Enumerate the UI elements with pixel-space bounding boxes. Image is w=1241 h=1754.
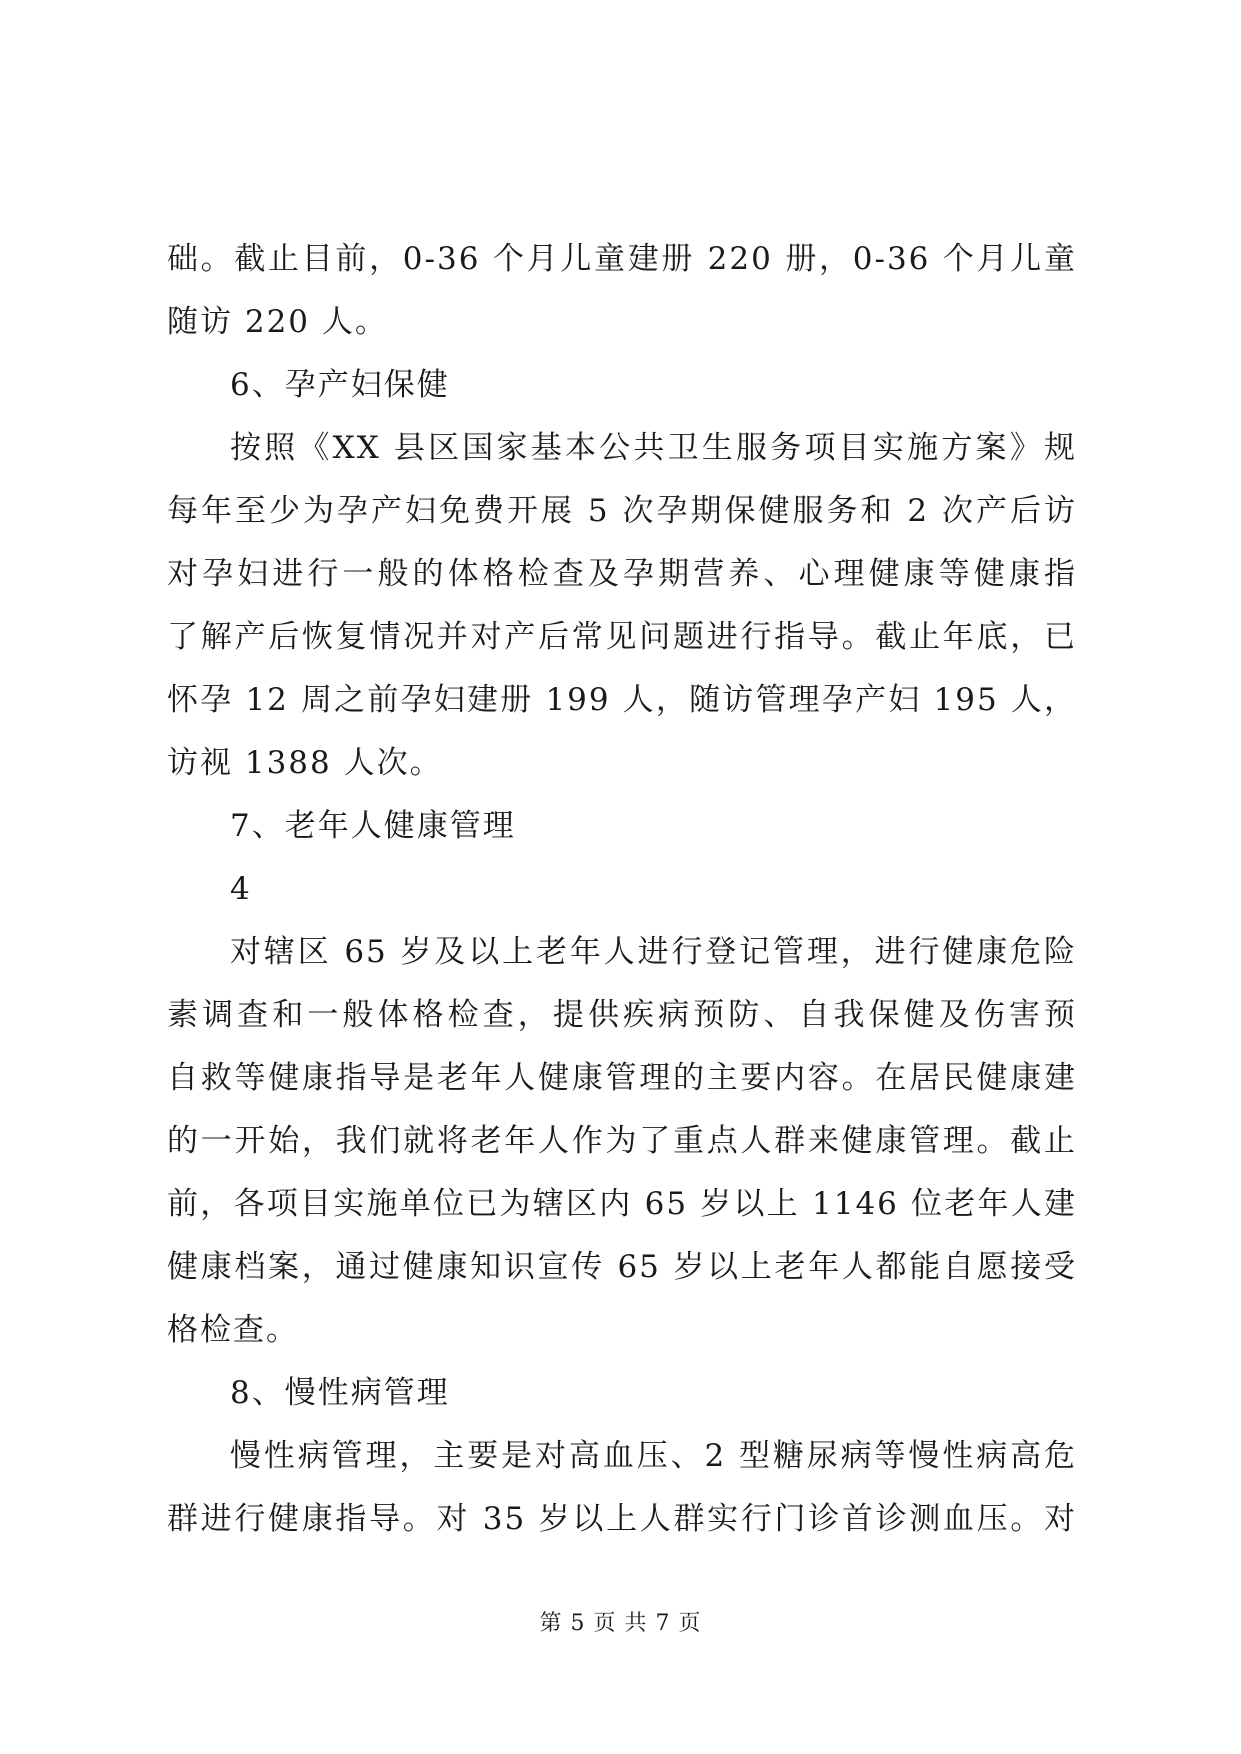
text-line: 8、慢性病管理 — [230, 1375, 450, 1411]
text-line: 4 — [230, 871, 252, 907]
text-line: 自救等健康指导是老年人健康管理的主要内容。在居民健康建 — [167, 1060, 1077, 1096]
text-line: 健康档案，通过健康知识宣传 65 岁以上老年人都能自愿接受 — [167, 1249, 1077, 1285]
document-body — [167, 228, 1077, 1551]
text-line: 慢性病管理，主要是对高血压、2 型糖尿病等慢性病高危 — [230, 1438, 1077, 1474]
text-line: 的一开始，我们就将老年人作为了重点人群来健康管理。截止 — [167, 1123, 1077, 1159]
text-line: 了解产后恢复情况并对产后常见问题进行指导。截止年底，已 — [167, 619, 1077, 655]
text-line: 格检查。 — [167, 1312, 299, 1348]
text-line: 群进行健康指导。对 35 岁以上人群实行门诊首诊测血压。对 — [167, 1501, 1077, 1537]
text-line: 怀孕 12 周之前孕妇建册 199 人，随访管理孕产妇 195 人， — [167, 682, 1077, 718]
text-line: 每年至少为孕产妇免费开展 5 次孕期保健服务和 2 次产后访 — [167, 493, 1077, 529]
text-line: 前，各项目实施单位已为辖区内 65 岁以上 1146 位老年人建 — [167, 1186, 1077, 1222]
text-line: 随访 220 人。 — [167, 304, 388, 340]
text-line: 7、老年人健康管理 — [230, 808, 516, 844]
text-line: 础。截止目前，0-36 个月儿童建册 220 册，0-36 个月儿童 — [167, 241, 1077, 277]
text-line: 对孕妇进行一般的体格检查及孕期营养、心理健康等健康指 — [167, 556, 1077, 592]
text-line: 对辖区 65 岁及以上老年人进行登记管理，进行健康危险 — [230, 934, 1077, 970]
text-line: 6、孕产妇保健 — [230, 367, 450, 403]
text-line: 素调查和一般体格检查，提供疾病预防、自我保健及伤害预 — [167, 997, 1077, 1033]
text-line: 访视 1388 人次。 — [167, 745, 443, 781]
text-line: 按照《XX 县区国家基本公共卫生服务项目实施方案》规 — [230, 430, 1077, 466]
page-footer: 第 5 页 共 7 页 — [539, 1611, 702, 1636]
